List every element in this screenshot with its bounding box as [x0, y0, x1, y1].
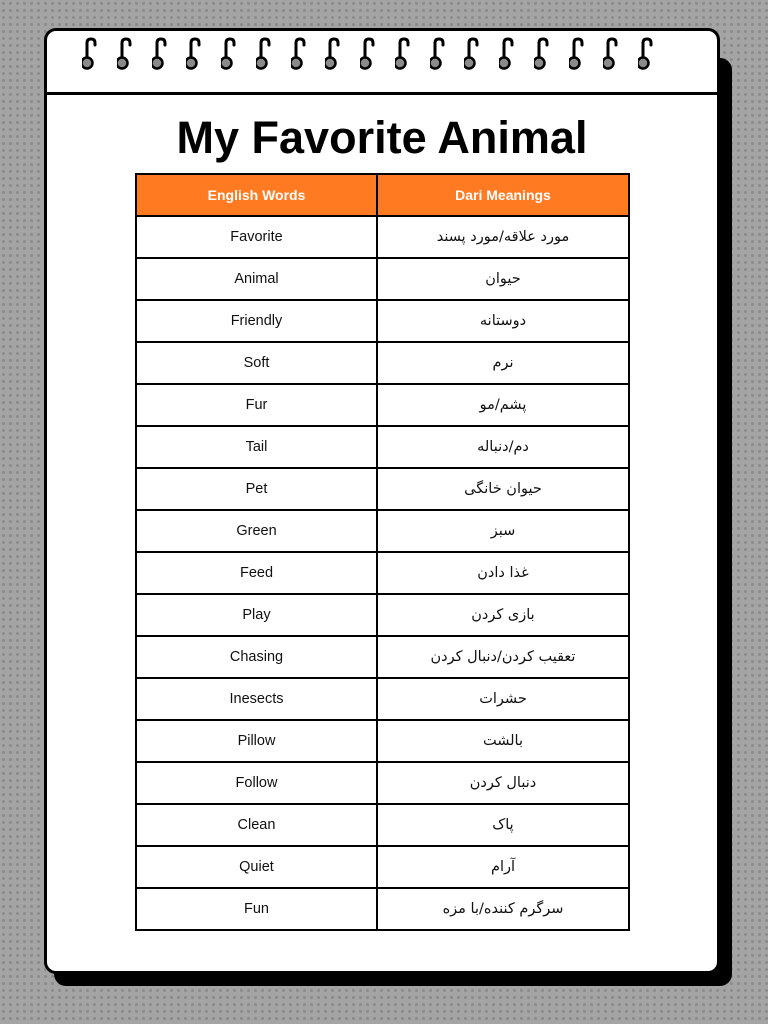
dari-meaning-cell: حیوان — [377, 258, 629, 300]
spiral-ring-icon — [325, 37, 343, 73]
table-row — [136, 216, 629, 258]
table-row — [136, 762, 629, 804]
english-word-cell: Tail — [136, 426, 377, 468]
english-word-cell: Pillow — [136, 720, 377, 762]
english-word-cell: Quiet — [136, 846, 377, 888]
notebook-page — [44, 28, 720, 974]
dari-meaning-cell: حشرات — [377, 678, 629, 720]
spiral-binding — [47, 31, 717, 95]
spiral-ring-icon — [186, 37, 204, 73]
table-row — [136, 468, 629, 510]
english-word-cell: Clean — [136, 804, 377, 846]
table-row — [136, 720, 629, 762]
english-word-cell: Fun — [136, 888, 377, 930]
table-row — [136, 342, 629, 384]
dari-meaning-cell: مورد علاقه/مورد پسند — [377, 216, 629, 258]
table-row — [136, 678, 629, 720]
dari-meaning-cell: پشم/مو — [377, 384, 629, 426]
vocabulary-table — [135, 173, 630, 931]
spiral-ring-icon — [430, 37, 448, 73]
english-word-cell: Favorite — [136, 216, 377, 258]
spiral-ring-icon — [395, 37, 413, 73]
english-word-cell: Animal — [136, 258, 377, 300]
english-word-cell: Fur — [136, 384, 377, 426]
column-header-dari: Dari Meanings — [377, 174, 629, 216]
dari-meaning-cell: دنبال کردن — [377, 762, 629, 804]
column-header-english: English Words — [136, 174, 377, 216]
english-word-cell: Inesects — [136, 678, 377, 720]
dari-meaning-cell: تعقیب کردن/دنبال کردن — [377, 636, 629, 678]
table-row — [136, 552, 629, 594]
page-title: My Favorite Animal — [176, 112, 588, 163]
table-row — [136, 888, 629, 930]
dari-meaning-cell: غذا دادن — [377, 552, 629, 594]
spiral-ring-icon — [638, 37, 656, 73]
dari-meaning-cell: حیوان خانگی — [377, 468, 629, 510]
dari-meaning-cell: سبز — [377, 510, 629, 552]
english-word-cell: Soft — [136, 342, 377, 384]
table-row — [136, 426, 629, 468]
spiral-ring-icon — [360, 37, 378, 73]
spiral-ring-icon — [117, 37, 135, 73]
table-row — [136, 594, 629, 636]
table-row — [136, 384, 629, 426]
english-word-cell: Pet — [136, 468, 377, 510]
spiral-ring-icon — [464, 37, 482, 73]
dari-meaning-cell: سرگرم کننده/با مزه — [377, 888, 629, 930]
spiral-ring-icon — [569, 37, 587, 73]
dari-meaning-cell: دم/دنباله — [377, 426, 629, 468]
dari-meaning-cell: پاک — [377, 804, 629, 846]
dari-meaning-cell: بازی کردن — [377, 594, 629, 636]
table-row — [136, 846, 629, 888]
spiral-ring-icon — [499, 37, 517, 73]
spiral-ring-icon — [256, 37, 274, 73]
dari-meaning-cell: نرم — [377, 342, 629, 384]
dari-meaning-cell: دوستانه — [377, 300, 629, 342]
english-word-cell: Chasing — [136, 636, 377, 678]
spiral-ring-icon — [291, 37, 309, 73]
english-word-cell: Follow — [136, 762, 377, 804]
dari-meaning-cell: بالشت — [377, 720, 629, 762]
english-word-cell: Green — [136, 510, 377, 552]
spiral-ring-icon — [82, 37, 100, 73]
table-row — [136, 636, 629, 678]
spiral-ring-icon — [152, 37, 170, 73]
spiral-ring-icon — [534, 37, 552, 73]
table-row — [136, 258, 629, 300]
spiral-ring-icon — [221, 37, 239, 73]
dari-meaning-cell: آرام — [377, 846, 629, 888]
english-word-cell: Friendly — [136, 300, 377, 342]
english-word-cell: Play — [136, 594, 377, 636]
english-word-cell: Feed — [136, 552, 377, 594]
table-header-row — [136, 174, 629, 216]
spiral-ring-icon — [603, 37, 621, 73]
table-row — [136, 510, 629, 552]
table-row — [136, 804, 629, 846]
table-row — [136, 300, 629, 342]
